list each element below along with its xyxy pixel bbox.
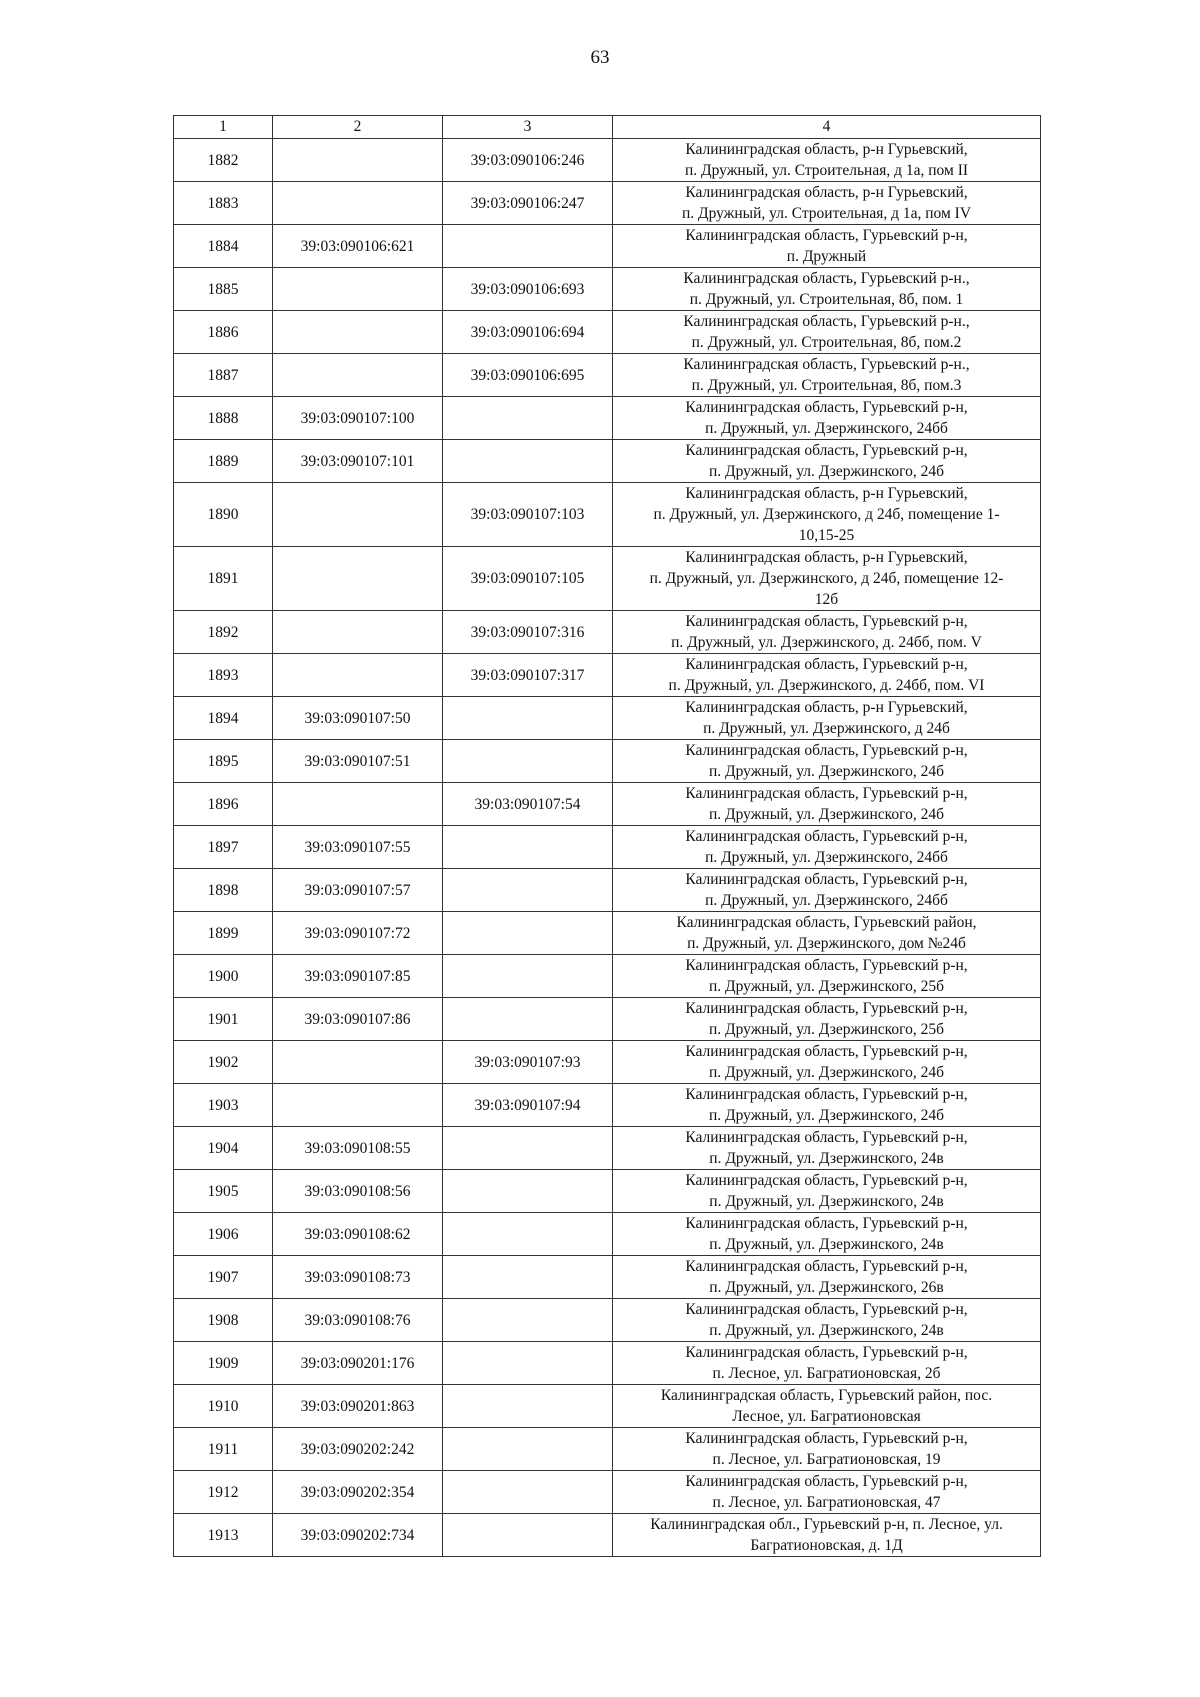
table-row [174, 1213, 1041, 1256]
premises-cadastral-number-cell [443, 1428, 613, 1471]
premises-cadastral-number-cell [443, 1471, 613, 1514]
premises-cadastral-number-cell [443, 1256, 613, 1299]
address-cell: Калининградская область, Гурьевский р-н, п. Дружный, ул. Дзержинского, 24б [613, 1084, 1041, 1127]
premises-cadastral-number-cell: 39:03:090106:246 [443, 139, 613, 182]
table-row [174, 1385, 1041, 1428]
row-number-cell: 1904 [174, 1127, 273, 1170]
header-row [174, 116, 1041, 139]
table-row [174, 311, 1041, 354]
table-row [174, 1299, 1041, 1342]
table-row [174, 912, 1041, 955]
premises-cadastral-number-cell: 39:03:090107:54 [443, 783, 613, 826]
cadastral-number-cell [273, 783, 443, 826]
premises-cadastral-number-cell: 39:03:090106:694 [443, 311, 613, 354]
address-cell: Калининградская область, Гурьевский р-н, п. Дружный, ул. Дзержинского, 24бб [613, 826, 1041, 869]
cadastral-number-cell [273, 311, 443, 354]
address-cell: Калининградская область, Гурьевский р-н, п. Дружный [613, 225, 1041, 268]
header-cell-4: 4 [613, 116, 1041, 139]
address-cell: Калининградская область, Гурьевский р-н, п. Дружный, ул. Дзержинского, 24б [613, 440, 1041, 483]
row-number-cell: 1913 [174, 1514, 273, 1557]
row-number-cell: 1896 [174, 783, 273, 826]
table-row [174, 139, 1041, 182]
cadastral-number-cell [273, 354, 443, 397]
premises-cadastral-number-cell: 39:03:090107:93 [443, 1041, 613, 1084]
table-row [174, 354, 1041, 397]
cadastral-number-cell: 39:03:090108:73 [273, 1256, 443, 1299]
address-cell: Калининградская область, Гурьевский р-н, п. Лесное, ул. Багратионовская, 47 [613, 1471, 1041, 1514]
cadastral-number-cell: 39:03:090106:621 [273, 225, 443, 268]
premises-cadastral-number-cell [443, 740, 613, 783]
table-row [174, 826, 1041, 869]
table-row [174, 1514, 1041, 1557]
address-cell: Калининградская область, р-н Гурьевский, п. Дружный, ул. Строительная, д 1а, пом II [613, 139, 1041, 182]
cadastral-number-cell: 39:03:090202:354 [273, 1471, 443, 1514]
cadastral-number-cell: 39:03:090107:100 [273, 397, 443, 440]
cadastral-number-cell: 39:03:090202:242 [273, 1428, 443, 1471]
cadastral-number-cell: 39:03:090108:55 [273, 1127, 443, 1170]
premises-cadastral-number-cell [443, 1385, 613, 1428]
table-row [174, 268, 1041, 311]
address-cell: Калининградская область, Гурьевский район, пос. Лесное, ул. Багратионовская [613, 1385, 1041, 1428]
address-cell: Калининградская область, Гурьевский р-н, п. Лесное, ул. Багратионовская, 19 [613, 1428, 1041, 1471]
table-row [174, 225, 1041, 268]
cadastral-number-cell: 39:03:090108:62 [273, 1213, 443, 1256]
header-cell-3: 3 [443, 116, 613, 139]
row-number-cell: 1907 [174, 1256, 273, 1299]
address-cell: Калининградская обл., Гурьевский р-н, п. Лесное, ул. Багратионовская, д. 1Д [613, 1514, 1041, 1557]
cadastral-number-cell [273, 182, 443, 225]
premises-cadastral-number-cell [443, 869, 613, 912]
table-row [174, 697, 1041, 740]
cadastral-number-cell [273, 1084, 443, 1127]
address-cell: Калининградская область, Гурьевский р-н, п. Дружный, ул. Дзержинского, 24бб [613, 869, 1041, 912]
cadastral-number-cell: 39:03:090108:76 [273, 1299, 443, 1342]
page-number: 63 [590, 47, 610, 68]
address-cell: Калининградская область, Гурьевский р-н., п. Дружный, ул. Строительная, 8б, пом.3 [613, 354, 1041, 397]
address-cell: Калининградская область, Гурьевский р-н, п. Дружный, ул. Дзержинского, 24бб [613, 397, 1041, 440]
table-row [174, 611, 1041, 654]
premises-cadastral-number-cell [443, 912, 613, 955]
premises-cadastral-number-cell: 39:03:090107:105 [443, 547, 613, 611]
table-row [174, 1170, 1041, 1213]
row-number-cell: 1897 [174, 826, 273, 869]
address-cell: Калининградская область, Гурьевский р-н, п. Дружный, ул. Дзержинского, 26в [613, 1256, 1041, 1299]
premises-cadastral-number-cell [443, 1213, 613, 1256]
cadastral-number-cell: 39:03:090201:863 [273, 1385, 443, 1428]
cadastral-number-cell: 39:03:090107:72 [273, 912, 443, 955]
address-cell: Калининградская область, Гурьевский р-н, п. Дружный, ул. Дзержинского, 24в [613, 1213, 1041, 1256]
address-cell: Калининградская область, Гурьевский р-н, п. Дружный, ул. Дзержинского, 24б [613, 740, 1041, 783]
table-row [174, 182, 1041, 225]
table-row [174, 654, 1041, 697]
cadastral-number-cell [273, 654, 443, 697]
address-cell: Калининградская область, Гурьевский р-н, п. Лесное, ул. Багратионовская, 2б [613, 1342, 1041, 1385]
address-cell: Калининградская область, р-н Гурьевский, п. Дружный, ул. Строительная, д 1а, пом IV [613, 182, 1041, 225]
row-number-cell: 1899 [174, 912, 273, 955]
premises-cadastral-number-cell [443, 225, 613, 268]
header-cell-1: 1 [174, 116, 273, 139]
premises-cadastral-number-cell [443, 826, 613, 869]
address-cell: Калининградская область, р-н Гурьевский, п. Дружный, ул. Дзержинского, д 24б, помещение 1- 10,15-25 [613, 483, 1041, 547]
row-number-cell: 1910 [174, 1385, 273, 1428]
premises-cadastral-number-cell: 39:03:090106:695 [443, 354, 613, 397]
row-number-cell: 1906 [174, 1213, 273, 1256]
table-row [174, 783, 1041, 826]
cadastral-number-cell [273, 268, 443, 311]
cadastral-number-cell [273, 483, 443, 547]
premises-cadastral-number-cell [443, 440, 613, 483]
row-number-cell: 1888 [174, 397, 273, 440]
address-cell: Калининградская область, Гурьевский р-н, п. Дружный, ул. Дзержинского, д. 24бб, пом. V [613, 611, 1041, 654]
row-number-cell: 1901 [174, 998, 273, 1041]
premises-cadastral-number-cell [443, 697, 613, 740]
cadastral-number-cell: 39:03:090107:57 [273, 869, 443, 912]
row-number-cell: 1890 [174, 483, 273, 547]
cadastral-number-cell: 39:03:090107:86 [273, 998, 443, 1041]
row-number-cell: 1882 [174, 139, 273, 182]
registry-table [173, 115, 1041, 1557]
table-row [174, 440, 1041, 483]
row-number-cell: 1887 [174, 354, 273, 397]
header-cell-2: 2 [273, 116, 443, 139]
cadastral-number-cell: 39:03:090107:101 [273, 440, 443, 483]
row-number-cell: 1905 [174, 1170, 273, 1213]
premises-cadastral-number-cell [443, 1170, 613, 1213]
cadastral-number-cell: 39:03:090107:51 [273, 740, 443, 783]
table-row [174, 1041, 1041, 1084]
premises-cadastral-number-cell [443, 397, 613, 440]
address-cell: Калининградская область, р-н Гурьевский, п. Дружный, ул. Дзержинского, д 24б [613, 697, 1041, 740]
cadastral-number-cell [273, 139, 443, 182]
premises-cadastral-number-cell [443, 955, 613, 998]
premises-cadastral-number-cell: 39:03:090107:317 [443, 654, 613, 697]
row-number-cell: 1883 [174, 182, 273, 225]
row-number-cell: 1886 [174, 311, 273, 354]
premises-cadastral-number-cell: 39:03:090107:103 [443, 483, 613, 547]
row-number-cell: 1912 [174, 1471, 273, 1514]
address-cell: Калининградская область, Гурьевский р-н, п. Дружный, ул. Дзержинского, 25б [613, 998, 1041, 1041]
premises-cadastral-number-cell [443, 1342, 613, 1385]
cadastral-number-cell [273, 547, 443, 611]
address-cell: Калининградская область, Гурьевский р-н., п. Дружный, ул. Строительная, 8б, пом. 1 [613, 268, 1041, 311]
table-row [174, 397, 1041, 440]
premises-cadastral-number-cell [443, 998, 613, 1041]
row-number-cell: 1903 [174, 1084, 273, 1127]
table-row [174, 955, 1041, 998]
cadastral-number-cell [273, 611, 443, 654]
table-row [174, 740, 1041, 783]
premises-cadastral-number-cell [443, 1299, 613, 1342]
cadastral-number-cell: 39:03:090107:55 [273, 826, 443, 869]
row-number-cell: 1908 [174, 1299, 273, 1342]
row-number-cell: 1889 [174, 440, 273, 483]
premises-cadastral-number-cell: 39:03:090107:316 [443, 611, 613, 654]
table-row [174, 1256, 1041, 1299]
premises-cadastral-number-cell [443, 1127, 613, 1170]
premises-cadastral-number-cell [443, 1514, 613, 1557]
premises-cadastral-number-cell: 39:03:090106:693 [443, 268, 613, 311]
row-number-cell: 1900 [174, 955, 273, 998]
table-row [174, 1471, 1041, 1514]
address-cell: Калининградская область, Гурьевский р-н, п. Дружный, ул. Дзержинского, 24в [613, 1127, 1041, 1170]
row-number-cell: 1898 [174, 869, 273, 912]
row-number-cell: 1893 [174, 654, 273, 697]
address-cell: Калининградская область, Гурьевский р-н, п. Дружный, ул. Дзержинского, 24б [613, 783, 1041, 826]
address-cell: Калининградская область, Гурьевский р-н, п. Дружный, ул. Дзержинского, 25б [613, 955, 1041, 998]
address-cell: Калининградская область, р-н Гурьевский, п. Дружный, ул. Дзержинского, д 24б, помещение 12- 12б [613, 547, 1041, 611]
table-row [174, 998, 1041, 1041]
cadastral-number-cell: 39:03:090107:50 [273, 697, 443, 740]
address-cell: Калининградская область, Гурьевский район, п. Дружный, ул. Дзержинского, дом №24б [613, 912, 1041, 955]
cadastral-number-cell: 39:03:090108:56 [273, 1170, 443, 1213]
row-number-cell: 1885 [174, 268, 273, 311]
row-number-cell: 1892 [174, 611, 273, 654]
premises-cadastral-number-cell: 39:03:090106:247 [443, 182, 613, 225]
table-row [174, 547, 1041, 611]
address-cell: Калининградская область, Гурьевский р-н, п. Дружный, ул. Дзержинского, 24в [613, 1299, 1041, 1342]
row-number-cell: 1894 [174, 697, 273, 740]
table-row [174, 1342, 1041, 1385]
row-number-cell: 1911 [174, 1428, 273, 1471]
address-cell: Калининградская область, Гурьевский р-н, п. Дружный, ул. Дзержинского, 24в [613, 1170, 1041, 1213]
table-row [174, 1127, 1041, 1170]
row-number-cell: 1895 [174, 740, 273, 783]
table-row [174, 1084, 1041, 1127]
row-number-cell: 1884 [174, 225, 273, 268]
address-cell: Калининградская область, Гурьевский р-н., п. Дружный, ул. Строительная, 8б, пом.2 [613, 311, 1041, 354]
premises-cadastral-number-cell: 39:03:090107:94 [443, 1084, 613, 1127]
table-row [174, 483, 1041, 547]
table-row [174, 869, 1041, 912]
address-cell: Калининградская область, Гурьевский р-н, п. Дружный, ул. Дзержинского, д. 24бб, пом. VI [613, 654, 1041, 697]
cadastral-number-cell: 39:03:090201:176 [273, 1342, 443, 1385]
row-number-cell: 1891 [174, 547, 273, 611]
address-cell: Калининградская область, Гурьевский р-н, п. Дружный, ул. Дзержинского, 24б [613, 1041, 1041, 1084]
table-row [174, 1428, 1041, 1471]
row-number-cell: 1909 [174, 1342, 273, 1385]
cadastral-number-cell [273, 1041, 443, 1084]
cadastral-number-cell: 39:03:090202:734 [273, 1514, 443, 1557]
row-number-cell: 1902 [174, 1041, 273, 1084]
table-body [174, 139, 1041, 1557]
cadastral-number-cell: 39:03:090107:85 [273, 955, 443, 998]
